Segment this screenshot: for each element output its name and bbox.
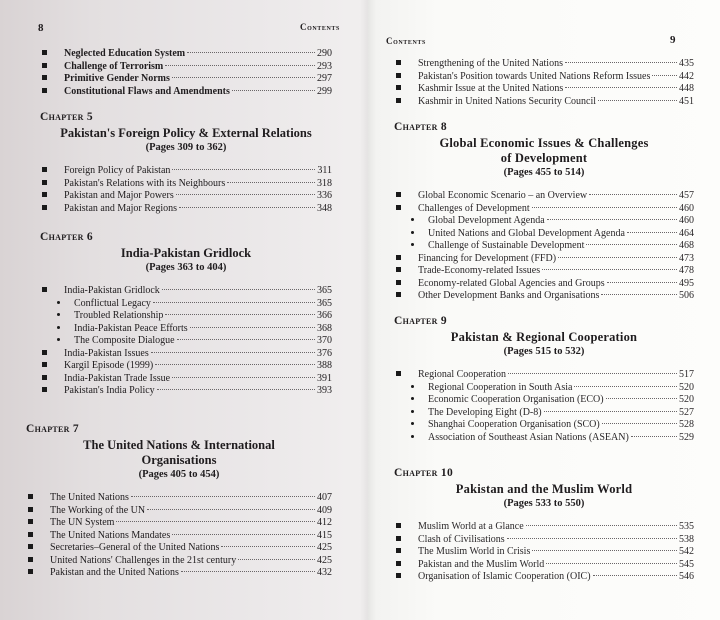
- entry-title: Shanghai Cooperation Organisation (SCO): [428, 419, 600, 430]
- toc-entry[interactable]: [394, 83, 694, 96]
- chapter-page-range: (Pages 405 to 454): [138, 469, 220, 480]
- chapter-page-range: (Pages 455 to 514): [503, 167, 585, 178]
- running-head: Contents: [386, 36, 426, 46]
- square-bullet-icon: [26, 567, 50, 580]
- entry-page: 473: [679, 252, 694, 264]
- entry-title: Muslim World at a Glance: [418, 521, 524, 532]
- dot-leader: [172, 77, 315, 78]
- toc-entry[interactable]: [394, 521, 694, 534]
- dot-leader: [508, 373, 677, 374]
- toc-entry[interactable]: [40, 348, 332, 361]
- entry-title: Clash of Civilisations: [418, 533, 505, 545]
- continued-items: [394, 58, 694, 108]
- entry-page: 425: [317, 554, 332, 566]
- chapter-6-section: [40, 228, 332, 398]
- square-bullet-icon: [394, 534, 418, 547]
- entry-title: Challenge of Sustainable Development: [428, 240, 585, 251]
- square-bullet-icon: [40, 178, 64, 191]
- round-bullet-icon: [56, 298, 74, 311]
- toc-subentry[interactable]: [394, 432, 694, 445]
- entry-page: 388: [317, 360, 332, 371]
- entry-page: 368: [317, 322, 332, 334]
- dot-leader: [631, 436, 677, 437]
- dot-leader: [176, 194, 315, 195]
- square-bullet-icon: [394, 559, 418, 572]
- entry-title: The Muslim World in Crisis: [418, 546, 531, 557]
- square-bullet-icon: [394, 58, 418, 71]
- entry-page: 407: [317, 492, 332, 503]
- dot-leader: [221, 546, 315, 547]
- entry-title: The Composite Dialogue: [74, 335, 175, 346]
- square-bullet-icon: [394, 83, 418, 96]
- square-bullet-icon: [40, 73, 64, 86]
- chapter-label: Chapter 10: [394, 467, 454, 479]
- entry-title: The Developing Eight (D-8): [428, 406, 542, 418]
- entry-page: 517: [679, 369, 694, 380]
- dot-leader: [547, 219, 677, 220]
- chapter-page-range: (Pages 309 to 362): [145, 142, 227, 153]
- dot-leader: [652, 75, 677, 76]
- toc-subentry[interactable]: [394, 228, 694, 241]
- entry-page: 442: [679, 70, 694, 82]
- square-bullet-icon: [394, 190, 418, 203]
- chapter-title: India-Pakistan Gridlock: [120, 246, 252, 260]
- round-bullet-icon: [410, 228, 428, 241]
- chapter-7-section: [26, 420, 332, 580]
- entry-title: The United Nations Mandates: [50, 529, 171, 541]
- page-number: 9: [670, 34, 676, 46]
- square-bullet-icon: [26, 517, 50, 530]
- entry-page: 391: [317, 372, 332, 384]
- square-bullet-icon: [40, 360, 64, 373]
- entry-title: Economy-related Global Agencies and Groups: [418, 277, 605, 289]
- toc-entry[interactable]: [394, 546, 694, 559]
- entry-title: India-Pakistan Peace Efforts: [74, 322, 188, 334]
- entry-page: 366: [317, 310, 332, 321]
- entry-title: Association of Southeast Asian Nations (ASEAN): [428, 431, 629, 443]
- entry-page: 311: [317, 165, 332, 176]
- entry-page: 425: [317, 542, 332, 553]
- square-bullet-icon: [394, 290, 418, 303]
- entry-title: Kargil Episode (1999): [64, 360, 154, 371]
- dot-leader: [606, 398, 677, 399]
- toc-subentry[interactable]: [394, 419, 694, 432]
- dot-leader: [232, 90, 315, 91]
- toc-subentry[interactable]: [40, 310, 332, 323]
- square-bullet-icon: [394, 369, 418, 382]
- dot-leader: [602, 423, 677, 424]
- dot-leader: [532, 550, 677, 551]
- dot-leader: [507, 538, 677, 539]
- entry-page: 529: [679, 431, 694, 443]
- chapter-title: Pakistan and the Muslim World: [455, 482, 633, 496]
- toc-entry[interactable]: [26, 530, 332, 543]
- toc-entry[interactable]: [26, 555, 332, 568]
- dot-leader: [187, 52, 315, 53]
- toc-entry[interactable]: [394, 278, 694, 291]
- chapter-title: Global Economic Issues & Challenges: [439, 136, 649, 150]
- entry-title: Secretaries–General of the United Nations: [50, 542, 220, 553]
- toc-entry[interactable]: [394, 534, 694, 547]
- entry-page: 435: [679, 58, 694, 69]
- dot-leader: [172, 169, 315, 170]
- entry-page: 393: [317, 385, 332, 396]
- entry-page: 495: [679, 277, 694, 289]
- chapter-title: The United Nations & International: [83, 438, 275, 452]
- entry-page: 457: [679, 190, 694, 201]
- toc-entry[interactable]: [394, 96, 694, 109]
- toc-entry[interactable]: [394, 203, 694, 216]
- round-bullet-icon: [410, 240, 428, 253]
- right-page: [368, 0, 720, 620]
- dot-leader: [116, 521, 315, 522]
- entry-title: Conflictual Legacy: [74, 297, 151, 309]
- entry-title: Other Development Banks and Organisations: [418, 290, 600, 301]
- entry-page: 376: [317, 347, 332, 359]
- chapter-10-section: [394, 464, 694, 584]
- running-head: Contents: [300, 22, 340, 32]
- entry-page: 336: [317, 190, 332, 201]
- chapter-label: Chapter 5: [40, 111, 93, 123]
- entry-page: 535: [679, 521, 694, 532]
- entry-page: 370: [317, 335, 332, 346]
- entry-title: Kashmir in United Nations Security Council: [418, 95, 597, 107]
- toc-entry[interactable]: [394, 559, 694, 572]
- toc-subentry[interactable]: [394, 240, 694, 253]
- toc-entry[interactable]: [40, 86, 332, 99]
- toc-entry[interactable]: [40, 48, 332, 61]
- dot-leader: [157, 389, 315, 390]
- toc-entry[interactable]: [394, 253, 694, 266]
- toc-entry[interactable]: [26, 542, 332, 555]
- round-bullet-icon: [56, 310, 74, 323]
- dot-leader: [165, 65, 315, 66]
- square-bullet-icon: [394, 278, 418, 291]
- dot-leader: [627, 232, 677, 233]
- round-bullet-icon: [56, 335, 74, 348]
- square-bullet-icon: [26, 555, 50, 568]
- toc-entry[interactable]: [40, 61, 332, 74]
- chapter-label: Chapter 9: [394, 315, 447, 327]
- chapter-label: Chapter 8: [394, 121, 447, 133]
- dot-leader: [593, 575, 677, 576]
- entry-title: United Nations' Challenges in the 21st century: [50, 554, 237, 566]
- entry-page: 478: [679, 265, 694, 276]
- entry-title: Pakistan and the Muslim World: [418, 558, 545, 570]
- toc-entry[interactable]: [394, 290, 694, 303]
- dot-leader: [532, 207, 677, 208]
- dot-leader: [565, 87, 677, 88]
- chapter-page-range: (Pages 363 to 404): [145, 262, 227, 273]
- dot-leader: [162, 289, 315, 290]
- toc-entry[interactable]: [394, 369, 694, 382]
- dot-leader: [589, 194, 677, 195]
- dot-leader: [151, 352, 315, 353]
- entry-title: The United Nations: [50, 492, 129, 503]
- toc-entry[interactable]: [26, 517, 332, 530]
- entry-page: 348: [317, 202, 332, 214]
- square-bullet-icon: [394, 203, 418, 216]
- chapter-9-section: [394, 312, 694, 444]
- chapter-page-range: (Pages 533 to 550): [503, 498, 585, 509]
- toc-entry[interactable]: [394, 571, 694, 584]
- toc-entry[interactable]: [40, 360, 332, 373]
- dot-leader: [147, 509, 315, 510]
- chapter-8-section: [394, 118, 694, 303]
- square-bullet-icon: [26, 542, 50, 555]
- square-bullet-icon: [394, 265, 418, 278]
- entry-title: Constitutional Flaws and Amendments: [64, 85, 230, 97]
- entry-title: The UN System: [50, 517, 115, 528]
- entry-title: Pakistan and Major Regions: [64, 202, 178, 214]
- round-bullet-icon: [410, 382, 428, 395]
- toc-entry[interactable]: [40, 178, 332, 191]
- toc-entry[interactable]: [394, 190, 694, 203]
- dot-leader: [601, 294, 677, 295]
- chapter-title-line-2: Organisations: [141, 453, 217, 467]
- square-bullet-icon: [394, 71, 418, 84]
- entry-title: Neglected Education System: [64, 48, 186, 59]
- square-bullet-icon: [40, 385, 64, 398]
- square-bullet-icon: [394, 96, 418, 109]
- dot-leader: [227, 182, 315, 183]
- square-bullet-icon: [394, 571, 418, 584]
- entry-page: 365: [317, 285, 332, 296]
- entry-title: Global Development Agenda: [428, 215, 545, 226]
- toc-subentry[interactable]: [40, 335, 332, 348]
- entry-title: Troubled Relationship: [74, 310, 164, 321]
- entry-page: 506: [679, 290, 694, 301]
- entry-page: 299: [317, 85, 332, 97]
- entry-title: India-Pakistan Trade Issue: [64, 372, 171, 384]
- toc-subentry[interactable]: [394, 382, 694, 395]
- toc-entry[interactable]: [26, 505, 332, 518]
- square-bullet-icon: [26, 492, 50, 505]
- square-bullet-icon: [26, 530, 50, 543]
- dot-leader: [181, 571, 315, 572]
- square-bullet-icon: [40, 165, 64, 178]
- entry-title: Pakistan's Relations with its Neighbours: [64, 177, 226, 189]
- entry-page: 542: [679, 546, 694, 557]
- entry-page: 293: [317, 60, 332, 72]
- dot-leader: [172, 377, 315, 378]
- entry-page: 538: [679, 533, 694, 545]
- entry-page: 451: [679, 95, 694, 107]
- square-bullet-icon: [40, 61, 64, 74]
- dot-leader: [598, 100, 677, 101]
- dot-leader: [179, 207, 315, 208]
- dot-leader: [177, 339, 315, 340]
- entry-title: Challenge of Terrorism: [64, 60, 164, 72]
- toc-entry[interactable]: [40, 385, 332, 398]
- entry-page: 520: [679, 394, 694, 405]
- dot-leader: [190, 327, 315, 328]
- entry-page: 297: [317, 73, 332, 84]
- entry-page: 527: [679, 406, 694, 418]
- chapter-label: Chapter 6: [40, 231, 93, 243]
- entry-page: 528: [679, 419, 694, 430]
- dot-leader: [607, 282, 677, 283]
- chapter-title: Pakistan's Foreign Policy & External Relations: [60, 126, 312, 140]
- entry-title: United Nations and Global Development Agenda: [428, 227, 625, 239]
- dot-leader: [153, 302, 315, 303]
- entry-title: Trade-Economy-related Issues: [418, 265, 541, 276]
- entry-title: Regional Cooperation in South Asia: [428, 381, 573, 393]
- dot-leader: [526, 525, 677, 526]
- dot-leader: [155, 364, 315, 365]
- toc-entry[interactable]: [26, 567, 332, 580]
- entry-title: Pakistan and Major Powers: [64, 190, 174, 201]
- toc-subentry[interactable]: [394, 215, 694, 228]
- dot-leader: [574, 386, 677, 387]
- entry-page: 464: [679, 227, 694, 239]
- chapter-title-line-2: of Development: [500, 151, 588, 165]
- toc-entry[interactable]: [40, 165, 332, 178]
- toc-entry[interactable]: [26, 492, 332, 505]
- entry-page: 318: [317, 177, 332, 189]
- round-bullet-icon: [410, 394, 428, 407]
- square-bullet-icon: [40, 348, 64, 361]
- chapter-label: Chapter 7: [26, 423, 79, 435]
- entry-title: The Working of the UN: [50, 504, 146, 516]
- entry-page: 290: [317, 48, 332, 59]
- entry-page: 460: [679, 202, 694, 214]
- square-bullet-icon: [40, 190, 64, 203]
- round-bullet-icon: [410, 432, 428, 445]
- dot-leader: [165, 314, 315, 315]
- toc-entry[interactable]: [40, 190, 332, 203]
- dot-leader: [546, 563, 677, 564]
- dot-leader: [565, 62, 677, 63]
- chapter-page-range: (Pages 515 to 532): [503, 346, 585, 357]
- entry-title: Strengthening of the United Nations: [418, 58, 563, 69]
- square-bullet-icon: [40, 48, 64, 61]
- square-bullet-icon: [40, 203, 64, 216]
- chapter-5-section: [40, 108, 332, 215]
- dot-leader: [172, 534, 315, 535]
- square-bullet-icon: [26, 505, 50, 518]
- toc-entry[interactable]: [40, 285, 332, 298]
- square-bullet-icon: [40, 373, 64, 386]
- entry-title: Economic Cooperation Organisation (ECO): [428, 394, 604, 405]
- entry-page: 365: [317, 297, 332, 309]
- page-number: 8: [38, 22, 44, 34]
- chapter-title: Pakistan & Regional Cooperation: [450, 330, 638, 344]
- entry-title: Financing for Development (FFD): [418, 252, 557, 264]
- toc-entry[interactable]: [40, 373, 332, 386]
- dot-leader: [238, 559, 315, 560]
- toc-entry[interactable]: [394, 71, 694, 84]
- entry-page: 412: [317, 517, 332, 528]
- dot-leader: [558, 257, 677, 258]
- entry-page: 545: [679, 558, 694, 570]
- entry-title: Challenges of Development: [418, 202, 530, 214]
- entry-title: Pakistan's Position towards United Nations Reform Issues: [418, 70, 651, 82]
- entry-title: Kashmir Issue at the United Nations: [418, 83, 564, 94]
- entry-title: India-Pakistan Gridlock: [64, 285, 160, 296]
- entry-page: 432: [317, 567, 332, 578]
- dot-leader: [586, 244, 677, 245]
- square-bullet-icon: [394, 546, 418, 559]
- entry-title: Foreign Policy of Pakistan: [64, 165, 171, 176]
- continued-items: [40, 48, 332, 98]
- book-gutter: [360, 0, 376, 620]
- entry-title: Regional Cooperation: [418, 369, 507, 380]
- entry-page: 415: [317, 529, 332, 541]
- dot-leader: [542, 269, 677, 270]
- toc-entry[interactable]: [394, 265, 694, 278]
- toc-subentry[interactable]: [394, 407, 694, 420]
- square-bullet-icon: [394, 521, 418, 534]
- round-bullet-icon: [410, 407, 428, 420]
- entry-title: India-Pakistan Issues: [64, 347, 149, 359]
- toc-subentry[interactable]: [394, 394, 694, 407]
- entry-title: Global Economic Scenario – an Overview: [418, 190, 588, 201]
- square-bullet-icon: [394, 253, 418, 266]
- entry-title: Organisation of Islamic Cooperation (OIC): [418, 571, 591, 582]
- round-bullet-icon: [56, 323, 74, 336]
- toc-entry[interactable]: [394, 58, 694, 71]
- round-bullet-icon: [410, 215, 428, 228]
- entry-title: Pakistan and the United Nations: [50, 567, 179, 578]
- entry-page: 520: [679, 381, 694, 393]
- toc-subentry[interactable]: [40, 298, 332, 311]
- dot-leader: [131, 496, 315, 497]
- square-bullet-icon: [40, 285, 64, 298]
- entry-title: Pakistan's India Policy: [64, 385, 155, 396]
- square-bullet-icon: [40, 86, 64, 99]
- entry-page: 460: [679, 215, 694, 226]
- entry-page: 448: [679, 83, 694, 94]
- entry-page: 546: [679, 571, 694, 582]
- toc-subentry[interactable]: [40, 323, 332, 336]
- entry-title: Primitive Gender Norms: [64, 73, 170, 84]
- toc-entry[interactable]: [40, 203, 332, 216]
- dot-leader: [544, 411, 677, 412]
- entry-page: 468: [679, 240, 694, 251]
- toc-entry[interactable]: [40, 73, 332, 86]
- entry-page: 409: [317, 504, 332, 516]
- round-bullet-icon: [410, 419, 428, 432]
